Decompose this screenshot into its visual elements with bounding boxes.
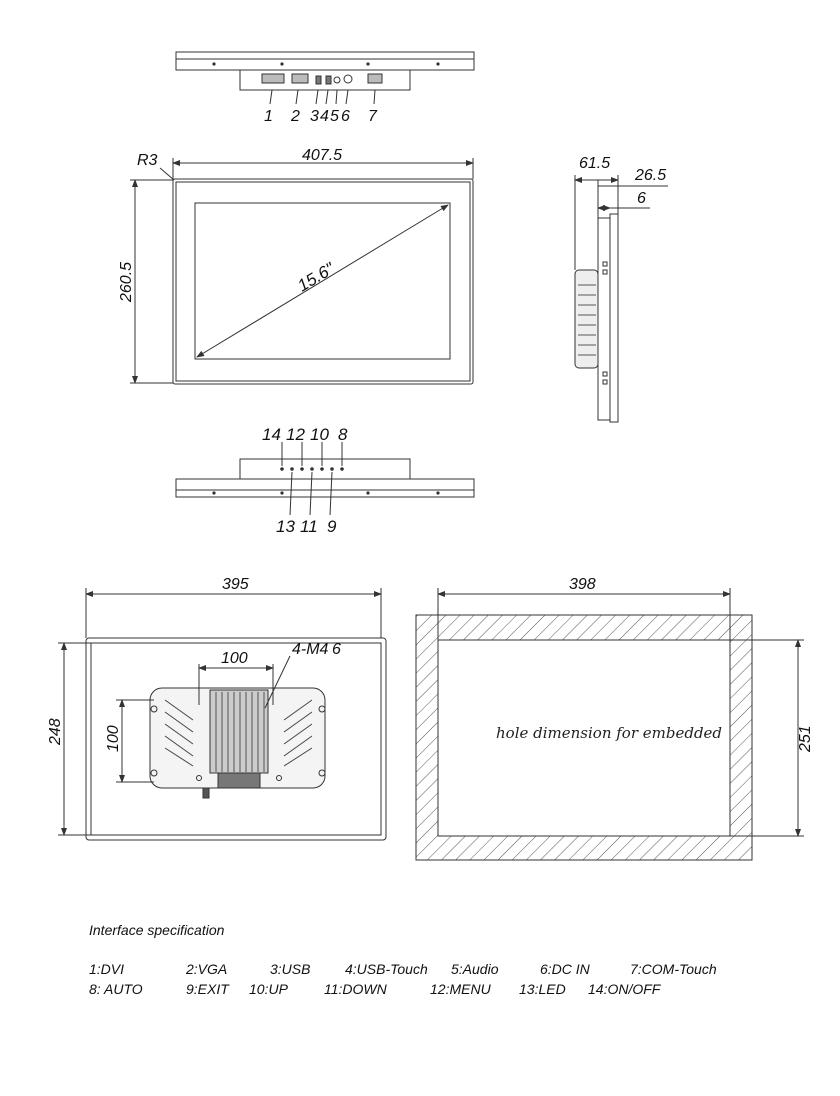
spec-up: 10:UP <box>249 981 288 997</box>
bottom-num-13: 13 <box>276 517 295 536</box>
top-num-6: 6 <box>341 108 350 125</box>
spec-on-off: 14:ON/OFF <box>588 981 661 997</box>
screw-label: 4-M4 <box>292 641 329 658</box>
spec-auto: 8: AUTO <box>89 981 143 997</box>
side-view <box>575 175 668 422</box>
top-num-1: 1 <box>264 108 273 125</box>
top-num-2: 2 <box>291 108 300 125</box>
top-view-numbers <box>264 108 378 125</box>
top-num-5: 5 <box>330 108 339 125</box>
bottom-num-8: 8 <box>338 425 348 444</box>
cutout-caption: hole dimension for embedded <box>496 724 723 742</box>
corner-radius-label: R3 <box>137 152 158 169</box>
vesa-vertical-label: 100 <box>105 725 122 752</box>
side-depth-total-label: 61.5 <box>579 155 611 172</box>
spec-usb-touch: 4:USB-Touch <box>345 961 428 977</box>
bottom-num-14: 14 <box>262 425 281 444</box>
front-height-label: 260.5 <box>118 261 135 302</box>
screw-depth-label: 6 <box>332 641 341 658</box>
front-view <box>130 158 473 384</box>
top-view <box>176 52 474 104</box>
diagonal-label: 15.6" <box>294 258 338 296</box>
top-num-7: 7 <box>368 108 377 125</box>
bottom-num-10: 10 <box>310 425 329 444</box>
spec-exit: 9:EXIT <box>186 981 229 997</box>
side-bezel-label: 6 <box>637 190 646 207</box>
side-depth-front-label: 26.5 <box>635 167 667 184</box>
rear-view <box>58 588 386 840</box>
spec-com-touch: 7:COM-Touch <box>630 961 717 977</box>
vesa-horizontal-label: 100 <box>221 650 248 667</box>
front-width-label: 407.5 <box>302 147 343 164</box>
spec-audio: 5:Audio <box>451 961 499 977</box>
spec-menu: 12:MENU <box>430 981 491 997</box>
spec-down: 11:DOWN <box>324 981 387 997</box>
spec-led: 13:LED <box>519 981 566 997</box>
interface-spec-title: Interface specification <box>89 922 225 938</box>
cutout-width-label: 398 <box>569 576 596 593</box>
cutout-height-label: 251 <box>797 725 814 752</box>
top-num-3: 3 <box>310 108 319 125</box>
spec-usb: 3:USB <box>270 961 311 977</box>
bottom-num-11: 11 <box>300 517 318 536</box>
bottom-num-9: 9 <box>327 517 337 536</box>
spec-dc-in: 6:DC IN <box>540 961 590 977</box>
top-num-4: 4 <box>320 108 329 125</box>
bottom-view <box>176 442 474 515</box>
rear-width-label: 395 <box>222 576 249 593</box>
spec-dvi: 1:DVI <box>89 961 125 977</box>
spec-vga: 2:VGA <box>186 961 228 977</box>
rear-height-label: 248 <box>47 718 64 745</box>
bottom-num-12: 12 <box>286 425 305 444</box>
